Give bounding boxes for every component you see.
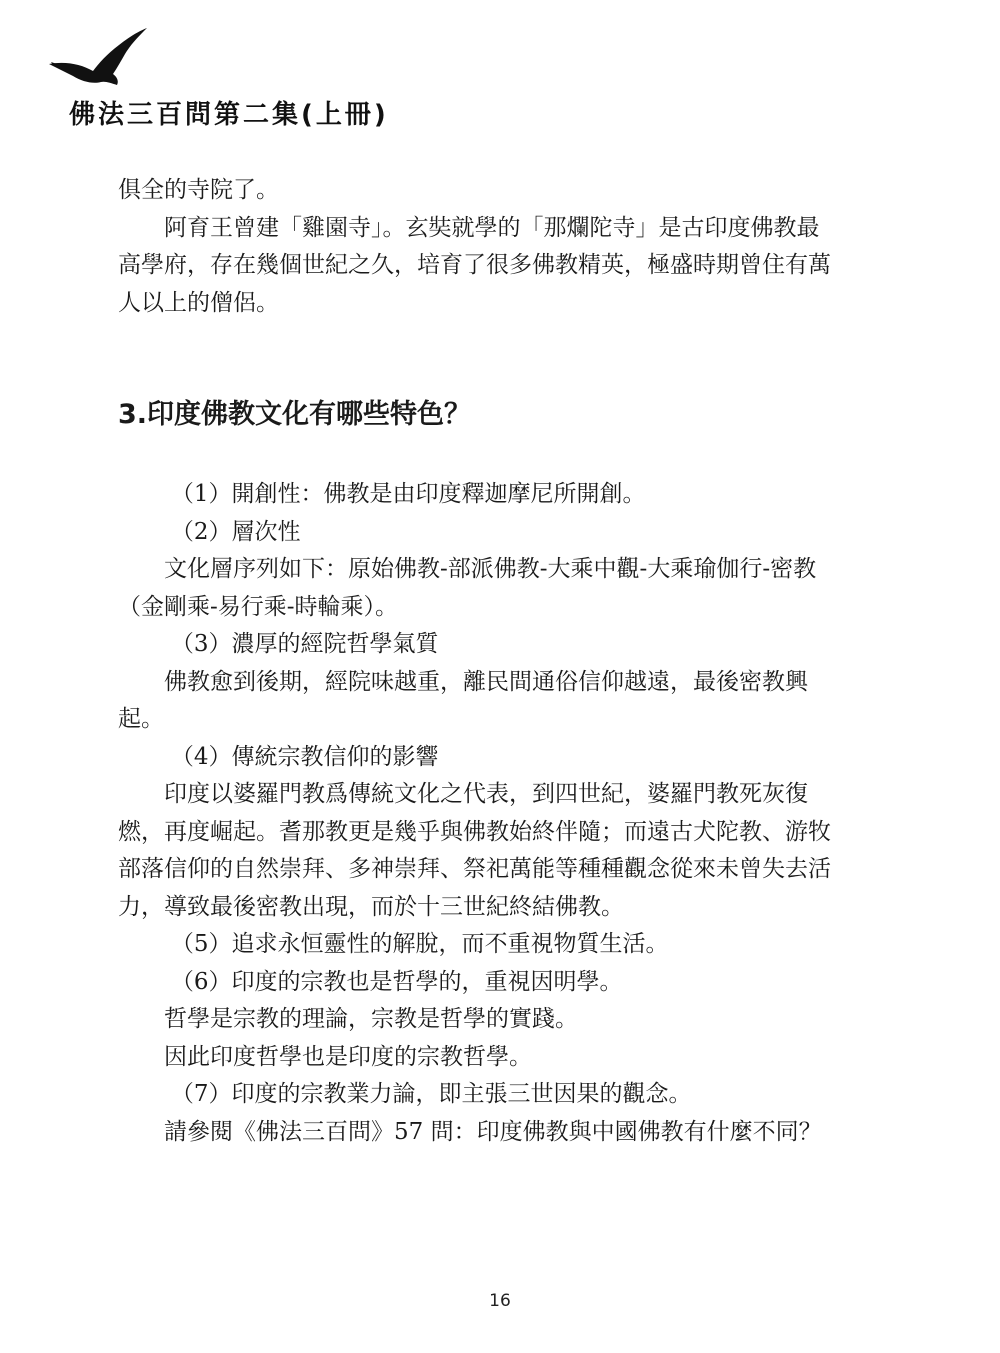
list-item: （2）層次性 [170,518,301,545]
body-paragraph: 因此印度哲學也是印度的宗教哲學。 [164,1043,532,1070]
list-item: （6）印度的宗教也是哲學的，重視因明學。 [170,968,623,995]
body-paragraph: 印度以婆羅門教爲傳統文化之代表，到四世紀，婆羅門教死灰復燃，再度崛起。耆那教更是幾乎與佛教始終伴隨；而遠古犬陀教、游牧部落信仰的自然崇拜、多神崇拜、祭祀萬能等種種觀念從來未曾失去活力，導致最後密教出現，而於十三世紀終結佛教。 [118,781,831,920]
body-paragraph: 俱全的寺院了。 [118,177,279,203]
list-item: （4）傳統宗教信仰的影響 [170,743,439,770]
page-header [45,28,445,138]
body-paragraph: 文化層序列如下：原始佛教-部派佛教-大乘中觀-大乘瑜伽行-密教（金剛乘-易行乘-時輪乘）。 [118,556,817,620]
section-heading: 3.印度佛教文化有哪些特色？ [118,399,472,430]
body-paragraph: 阿育王曾建「雞園寺」。玄奘就學的「那爛陀寺」是古印度佛教最高學府，存在幾個世紀之久，培育了很多佛教精英，極盛時期曾住有萬人以上的僧侶。 [118,214,831,316]
book-title: 佛法三百問第二集(上冊) [69,100,389,130]
list-item: （1）開創性：佛教是由印度釋迦摩尼所開創。 [170,481,646,507]
body-paragraph: 哲學是宗教的理論，宗教是哲學的實踐。 [164,1006,578,1032]
page-number: 16 [489,1291,511,1311]
page-body [118,172,842,1151]
body-paragraph: 請參閱《佛法三百問》57 問：印度佛教與中國佛教有什麼不同？ [164,1118,822,1145]
flying-eagle-icon [47,28,157,90]
body-paragraph: 佛教愈到後期，經院味越重，離民間通俗信仰越遠，最後密教興起。 [118,668,808,732]
feature-list [118,476,842,1151]
list-item: （5）追求永恒靈性的解脫，而不重視物質生活。 [170,931,669,957]
list-item: （7）印度的宗教業力論，即主張三世因果的觀念。 [170,1081,692,1107]
list-item: （3）濃厚的經院哲學氣質 [170,631,439,657]
